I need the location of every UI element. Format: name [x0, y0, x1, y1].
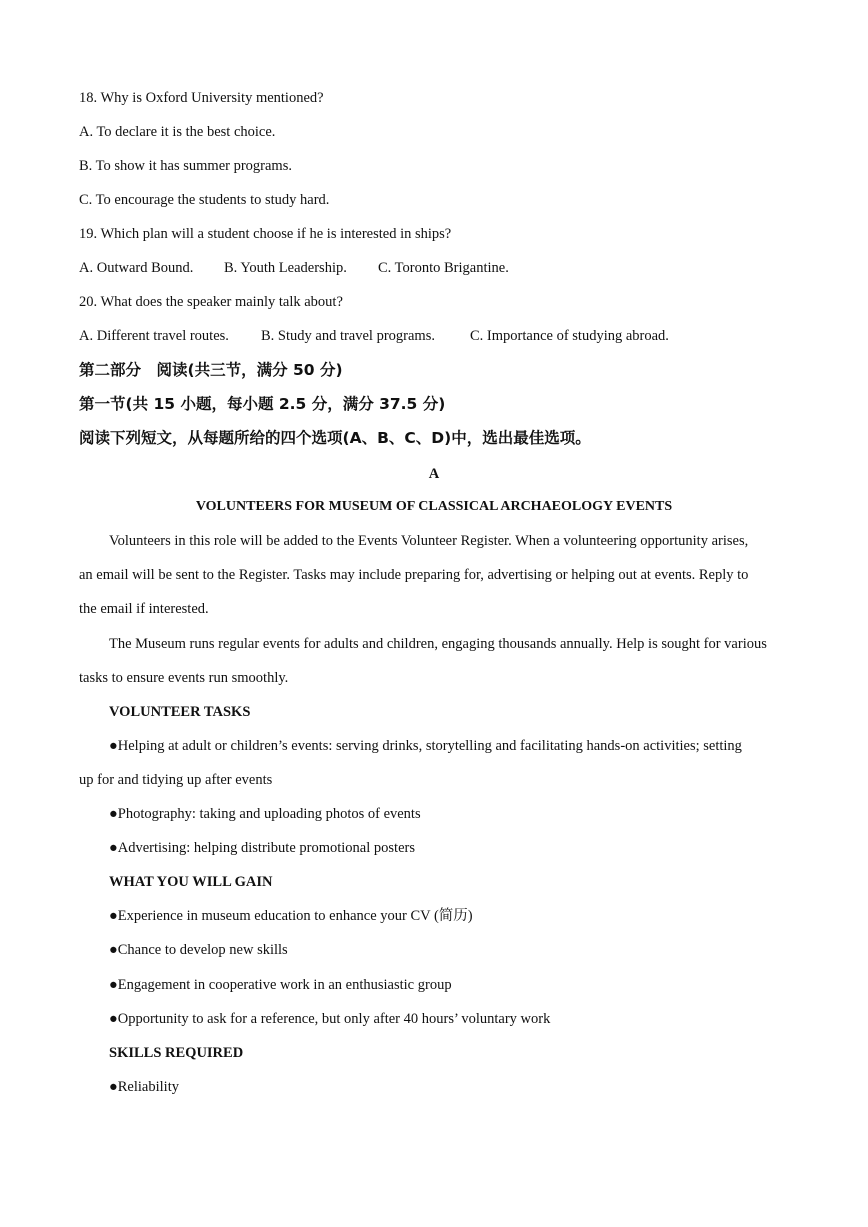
q19-option-a: A. Outward Bound.: [79, 260, 194, 276]
gain-item-4: ●Opportunity to ask for a reference, but only after 40 hours’ voluntary work: [109, 1011, 551, 1027]
question-18: 18. Why is Oxford University mentioned?: [79, 90, 324, 106]
passage-title: VOLUNTEERS FOR MUSEUM OF CLASSICAL ARCHAEOLOGY EVENTS: [195, 499, 673, 514]
paragraph-2-line-1: The Museum runs regular events for adults and children, engaging thousands annually. Help is sought for various: [109, 636, 767, 652]
paragraph-1-line-1: Volunteers in this role will be added to the Events Volunteer Register. When a volunteering opportunity arises,: [109, 533, 749, 549]
task-item-1-line-2: up for and tidying up after events: [79, 772, 273, 788]
task-item-1-line-1: ●Helping at adult or children’s events: serving drinks, storytelling and facilitating hands-on activities; setting: [109, 738, 742, 754]
q20-option-b: B. Study and travel programs.: [261, 328, 435, 344]
gain-item-1: ●Experience in museum education to enhance your CV (简历): [109, 908, 473, 924]
reading-instruction: 阅读下列短文，从每题所给的四个选项(A、B、C、D)中，选出最佳选项。: [79, 429, 591, 447]
paragraph-1-line-3: the email if interested.: [79, 601, 209, 617]
paragraph-1-line-2: an email will be sent to the Register. Tasks may include preparing for, advertising or helping out at events. Reply to: [79, 567, 749, 583]
task-item-3: ●Advertising: helping distribute promotional posters: [109, 840, 415, 856]
paragraph-2-line-2: tasks to ensure events run smoothly.: [79, 670, 289, 686]
section-one-heading: 第一节(共 15 小题，每小题 2.5 分，满分 37.5 分): [79, 395, 446, 413]
gain-item-2: ●Chance to develop new skills: [109, 942, 288, 958]
q18-option-c: C. To encourage the students to study hard.: [79, 192, 330, 208]
skill-item-1: ●Reliability: [109, 1079, 179, 1095]
task-item-2: ●Photography: taking and uploading photos of events: [109, 806, 421, 822]
skills-required-heading: SKILLS REQUIRED: [109, 1045, 244, 1061]
passage-label: A: [428, 466, 440, 482]
question-19: 19. Which plan will a student choose if he is interested in ships?: [79, 226, 452, 242]
q20-option-c: C. Importance of studying abroad.: [470, 328, 669, 344]
volunteer-tasks-heading: VOLUNTEER TASKS: [109, 704, 251, 720]
part-two-heading: 第二部分 阅读(共三节，满分 50 分): [79, 361, 343, 379]
q19-option-b: B. Youth Leadership.: [224, 260, 347, 276]
gain-item-3: ●Engagement in cooperative work in an enthusiastic group: [109, 977, 452, 993]
what-you-will-gain-heading: WHAT YOU WILL GAIN: [109, 874, 273, 890]
q19-option-c: C. Toronto Brigantine.: [378, 260, 509, 276]
q18-option-b: B. To show it has summer programs.: [79, 158, 292, 174]
q18-option-a: A. To declare it is the best choice.: [79, 124, 276, 140]
question-20: 20. What does the speaker mainly talk about?: [79, 294, 343, 310]
q20-option-a: A. Different travel routes.: [79, 328, 229, 344]
